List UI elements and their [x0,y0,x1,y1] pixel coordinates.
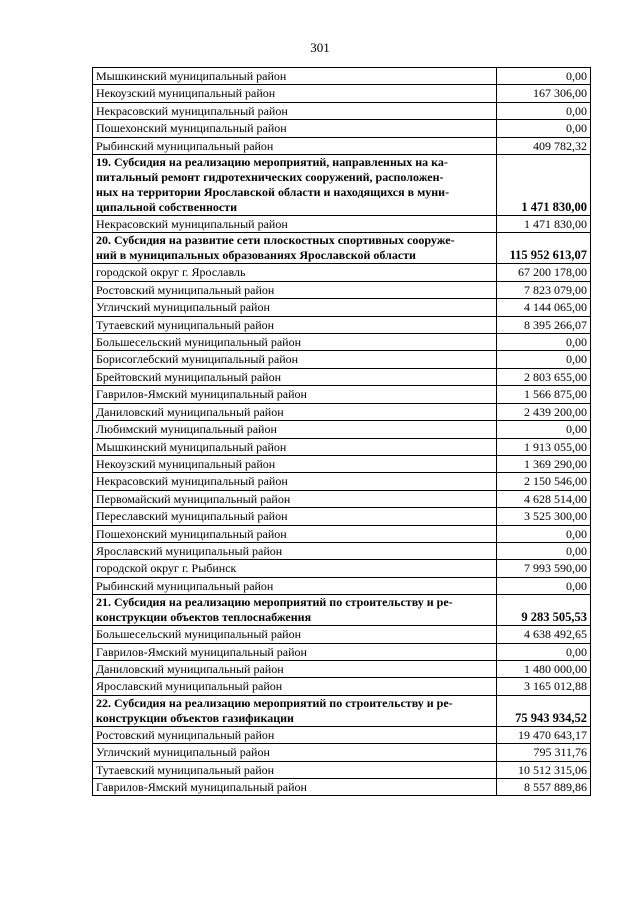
amount-value: 2 439 200,00 [497,403,591,420]
amount-value: 3 525 300,00 [497,508,591,525]
subsidy-title-line: конструкции объектов теплоснабжения [96,610,312,625]
municipality-name: Рыбинский муниципальный район [93,137,497,154]
table-row [93,120,591,137]
page-number: 301 [310,40,330,55]
subsidy-section-row [93,233,591,264]
municipality-name: Брейтовский муниципальный район [93,368,497,385]
municipality-name: Некрасовский муниципальный район [93,216,497,233]
amount-value: 0,00 [497,577,591,594]
table-row [93,490,591,507]
table-row [93,525,591,542]
subsidy-title [93,695,497,726]
amount-value: 1 913 055,00 [497,438,591,455]
municipality-name: Даниловский муниципальный район [93,403,497,420]
subsidy-total: 9 283 505,53 [497,595,591,626]
subsidy-title-line: 21. Субсидия на реализацию мероприятий по строительству и ре- [96,595,453,610]
amount-value: 4 144 065,00 [497,299,591,316]
municipality-name: Гаврилов-Ямский муниципальный район [93,386,497,403]
table-row [93,678,591,695]
amount-value: 7 823 079,00 [497,281,591,298]
municipality-name: Рыбинский муниципальный район [93,577,497,594]
subsidy-title-line: 19. Субсидия на реализацию мероприятий, направленных на ка- [96,155,448,170]
municipality-name: Даниловский муниципальный район [93,660,497,677]
amount-value: 0,00 [497,120,591,137]
amount-value: 3 165 012,88 [497,678,591,695]
municipality-name: Тутаевский муниципальный район [93,316,497,333]
table-row [93,744,591,761]
amount-value: 1 369 290,00 [497,455,591,472]
table-row [93,299,591,316]
amount-value: 8 395 266,07 [497,316,591,333]
amount-value: 409 782,32 [497,137,591,154]
table-row [93,216,591,233]
municipality-name: Ростовский муниципальный район [93,281,497,298]
municipality-name: Мышкинский муниципальный район [93,68,497,85]
table-row [93,85,591,102]
table-row [93,779,591,796]
municipality-name: городской округ г. Рыбинск [93,560,497,577]
amount-value: 67 200 178,00 [497,264,591,281]
table-row [93,102,591,119]
subsidy-title-line: 20. Субсидия на развитие сети плоскостных спортивных сооруже- [96,233,455,248]
amount-value: 1 480 000,00 [497,660,591,677]
subsidy-title [93,233,497,264]
subsidy-table [92,67,591,796]
amount-value: 4 638 492,65 [497,626,591,643]
subsidy-title-line: питальный ремонт гидротехнических сооружений, расположен- [96,170,444,185]
amount-value: 19 470 643,17 [497,726,591,743]
amount-value: 0,00 [497,351,591,368]
municipality-name: Переславский муниципальный район [93,508,497,525]
table-row [93,386,591,403]
municipality-name: Первомайский муниципальный район [93,490,497,507]
subsidy-total: 1 471 830,00 [497,155,591,216]
municipality-name: городской округ г. Ярославль [93,264,497,281]
table-row [93,660,591,677]
municipality-name: Большесельский муниципальный район [93,626,497,643]
table-row [93,761,591,778]
table-row [93,316,591,333]
table-row [93,403,591,420]
municipality-name: Гаврилов-Ямский муниципальный район [93,643,497,660]
table-row [93,438,591,455]
subsidy-title-line: ных на территории Ярославской области и находящихся в муни- [96,185,450,200]
amount-value: 0,00 [497,542,591,559]
subsidy-total: 75 943 934,52 [497,695,591,726]
municipality-name: Некоузский муниципальный район [93,85,497,102]
subsidy-section-row [93,695,591,726]
amount-value: 795 311,76 [497,744,591,761]
municipality-name: Ростовский муниципальный район [93,726,497,743]
amount-value: 0,00 [497,334,591,351]
subsidy-total: 115 952 613,07 [497,233,591,264]
table-row [93,264,591,281]
table-row [93,137,591,154]
amount-value: 1 471 830,00 [497,216,591,233]
table-row [93,577,591,594]
municipality-name: Угличский муниципальный район [93,299,497,316]
table-row [93,643,591,660]
subsidy-title-line: конструкции объектов газификации [96,710,294,725]
municipality-name: Ярославский муниципальный район [93,678,497,695]
table-row [93,455,591,472]
table-row [93,626,591,643]
table-row [93,351,591,368]
table-row [93,473,591,490]
amount-value: 0,00 [497,643,591,660]
amount-value: 0,00 [497,421,591,438]
municipality-name: Большесельский муниципальный район [93,334,497,351]
municipality-name: Любимский муниципальный район [93,421,497,438]
municipality-name: Борисоглебский муниципальный район [93,351,497,368]
municipality-name: Некоузский муниципальный район [93,455,497,472]
table-row [93,281,591,298]
amount-value: 167 306,00 [497,85,591,102]
municipality-name: Мышкинский муниципальный район [93,438,497,455]
subsidy-title-line: ний в муниципальных образованиях Ярославской области [96,248,416,263]
municipality-name: Тутаевский муниципальный район [93,761,497,778]
municipality-name: Некрасовский муниципальный район [93,473,497,490]
table-row [93,334,591,351]
amount-value: 2 150 546,00 [497,473,591,490]
municipality-name: Пошехонский муниципальный район [93,120,497,137]
amount-value: 0,00 [497,525,591,542]
subsidy-title [93,155,497,216]
table-row [93,542,591,559]
municipality-name: Некрасовский муниципальный район [93,102,497,119]
amount-value: 0,00 [497,102,591,119]
amount-value: 4 628 514,00 [497,490,591,507]
amount-value: 10 512 315,06 [497,761,591,778]
municipality-name: Угличский муниципальный район [93,744,497,761]
subsidy-title [93,595,497,626]
municipality-name: Гаврилов-Ямский муниципальный район [93,779,497,796]
subsidy-title-line: 22. Субсидия на реализацию мероприятий по строительству и ре- [96,695,453,710]
table-row [93,508,591,525]
subsidy-section-row [93,155,591,216]
table-row [93,368,591,385]
municipality-name: Ярославский муниципальный район [93,542,497,559]
amount-value: 8 557 889,86 [497,779,591,796]
subsidy-section-row [93,595,591,626]
subsidy-table-body [93,68,591,796]
table-row [93,421,591,438]
amount-value: 0,00 [497,68,591,85]
amount-value: 1 566 875,00 [497,386,591,403]
table-row [93,560,591,577]
amount-value: 2 803 655,00 [497,368,591,385]
table-row [93,726,591,743]
amount-value: 7 993 590,00 [497,560,591,577]
subsidy-title-line: ципальной собственности [96,200,238,215]
table-row [93,68,591,85]
municipality-name: Пошехонский муниципальный район [93,525,497,542]
